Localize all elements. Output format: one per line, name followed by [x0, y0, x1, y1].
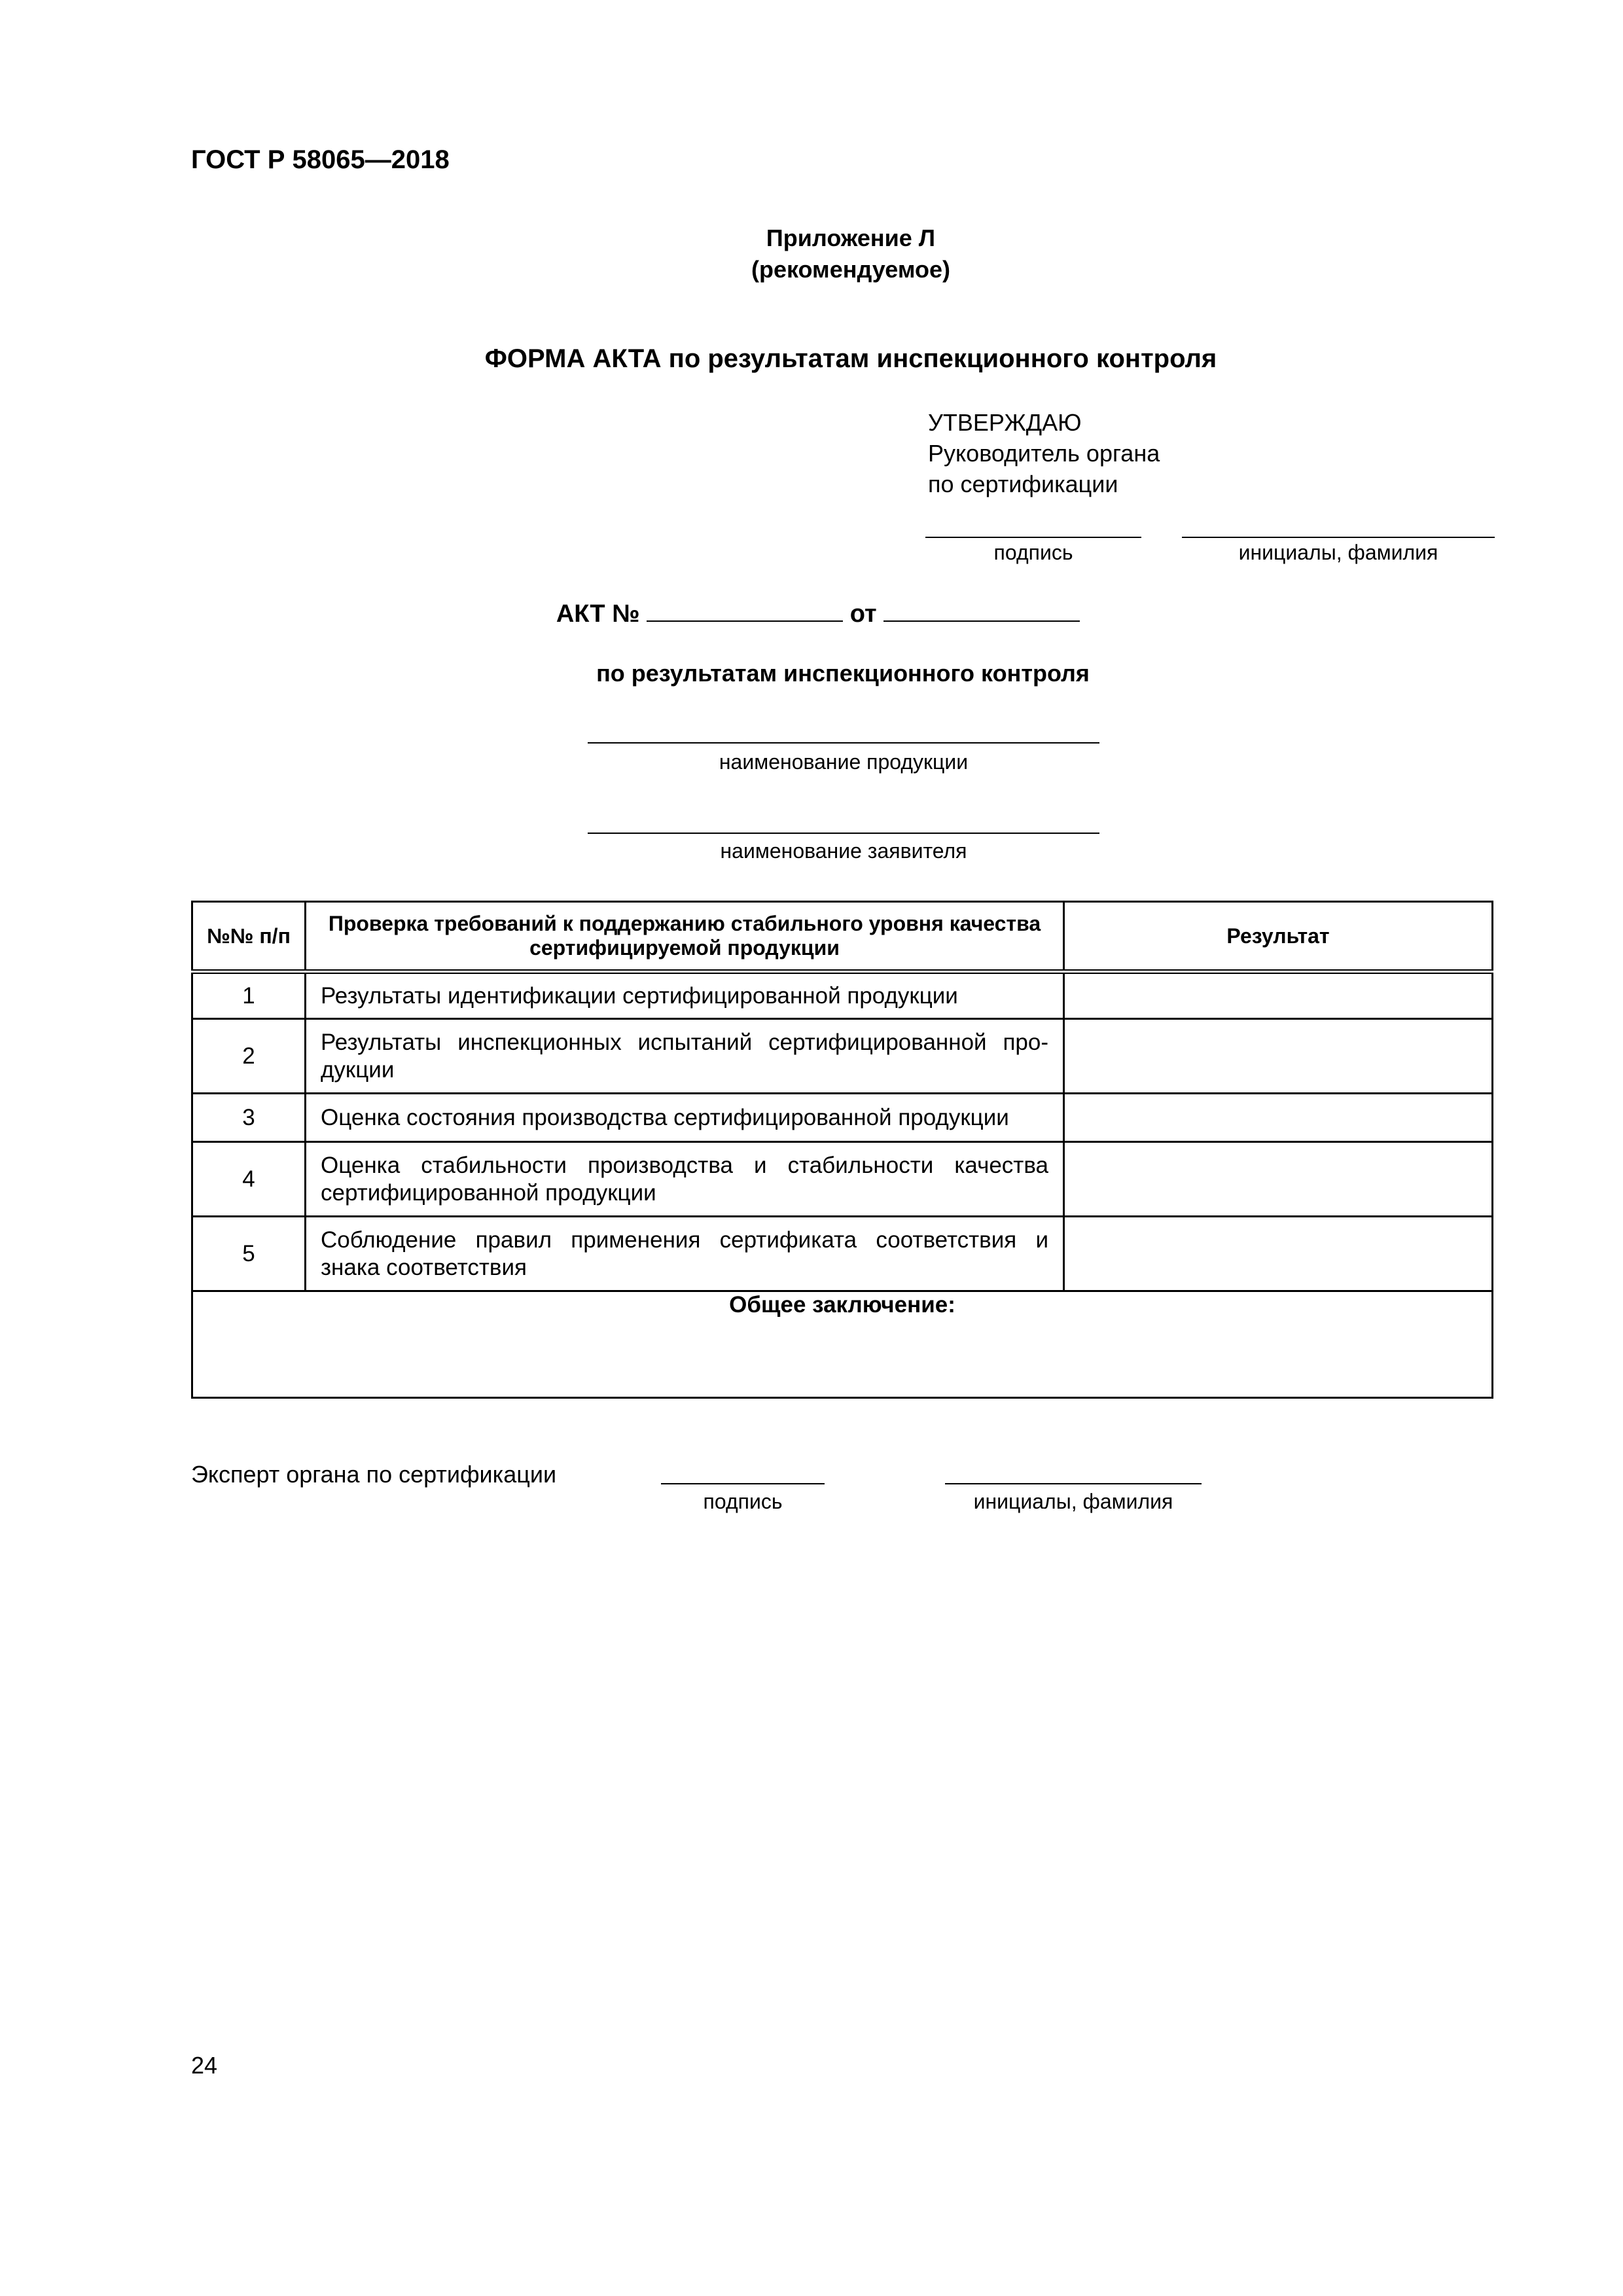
act-date-field [883, 600, 1080, 622]
conclusion-row [192, 1291, 1493, 1398]
applicant-name-line [588, 833, 1099, 834]
form-title: ФОРМА АКТА по результатам инспекционного контроля [484, 344, 1217, 373]
expert-name-line [945, 1483, 1202, 1484]
page-number: 24 [191, 2052, 218, 2079]
appendix-status: (рекомендуемое) [751, 256, 950, 283]
approver-signature-line [925, 537, 1141, 538]
header-num: №№ п/п [192, 902, 306, 972]
row-result-cell[interactable] [1064, 1019, 1493, 1094]
approval-block [928, 407, 1160, 499]
row-result-cell[interactable] [1064, 1094, 1493, 1142]
row-num: 2 [192, 1019, 306, 1094]
row-result-cell[interactable] [1064, 972, 1493, 1019]
row-num: 1 [192, 972, 306, 1019]
act-number-line [393, 600, 1243, 628]
row-text: Результаты идентификации сертифицированной продукции [306, 972, 1064, 1019]
table-row [192, 1217, 1493, 1291]
approver-position-line1: Руководитель органа [928, 440, 1160, 467]
inspection-table [191, 901, 1493, 1399]
document-code: ГОСТ Р 58065—2018 [191, 145, 450, 174]
table-row [192, 1019, 1493, 1094]
product-name-line [588, 742, 1099, 744]
row-num: 5 [192, 1217, 306, 1291]
header-result: Результат [1064, 902, 1493, 972]
row-text: Оценка стабильности производства и стабильности качества сертифицированной продукции [306, 1142, 1064, 1217]
appendix-title: Приложение Л [766, 224, 936, 251]
approver-position-line2: по сертификации [928, 471, 1118, 497]
expert-label: Эксперт органа по сертификации [191, 1461, 557, 1488]
applicant-name-caption: наименование заявителя [720, 839, 967, 863]
row-result-cell[interactable] [1064, 1217, 1493, 1291]
expert-signature-caption: подпись [703, 1490, 783, 1513]
approver-name-caption: инициалы, фамилия [1238, 541, 1438, 564]
row-text: Соблюдение правил применения сертификата соответствия и знака соответствия [306, 1217, 1064, 1291]
row-num: 4 [192, 1142, 306, 1217]
row-result-cell[interactable] [1064, 1142, 1493, 1217]
expert-signature-line [661, 1483, 825, 1484]
approver-signature-caption: подпись [993, 541, 1073, 564]
act-prefix: АКТ № [556, 600, 640, 628]
row-text: Оценка состояния производства сертифицированной продукции [306, 1094, 1064, 1142]
act-subtitle: по результатам инспекционного контроля [596, 660, 1090, 687]
table-row [192, 1142, 1493, 1217]
approver-name-line [1182, 537, 1495, 538]
conclusion-label: Общее заключение: [192, 1291, 1493, 1398]
approve-label: УТВЕРЖДАЮ [928, 409, 1082, 436]
act-number-field [647, 600, 843, 622]
row-num: 3 [192, 1094, 306, 1142]
expert-name-caption: инициалы, фамилия [973, 1490, 1173, 1513]
table-row [192, 972, 1493, 1019]
product-name-caption: наименование продукции [719, 750, 969, 774]
act-from-word: от [849, 600, 877, 628]
header-check: Проверка требований к поддержанию стабильного уровня качества сертифицируемой продукции [306, 902, 1064, 972]
table-row [192, 1094, 1493, 1142]
row-text: Результаты инспекционных испытаний сертифицированной продукции [306, 1019, 1064, 1094]
table-header-row [192, 902, 1493, 972]
